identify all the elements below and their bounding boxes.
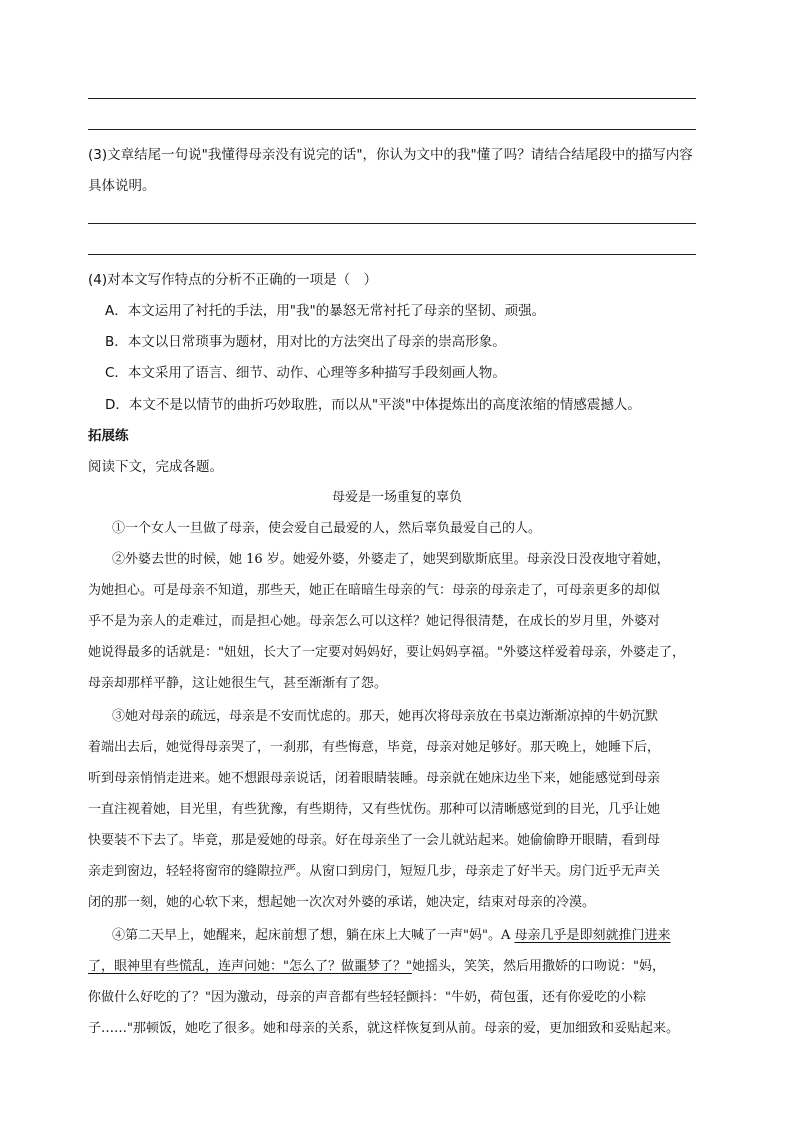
paragraph-3-line: 着端出去后，她觉得母亲哭了，一刹那，有些悔意，毕竟，母亲对她足够好。那天晚上，她睡下后， [88,740,661,755]
paragraph-4-text: ④第二天早上，她醒来，起床前想了想，躺在床上大喊了一声"妈"。A [112,928,515,943]
paragraph-2-line: 为她担心。可是母亲不知道，那些天，她正在暗暗生母亲的气：母亲的母亲走了，可母亲更多的却似 [88,583,661,598]
paragraph-4-line [88,958,708,976]
answer-line [88,98,696,99]
option-a[interactable]: A．本文运用了衬托的手法，用"我"的暴怒无常衬托了母亲的坚韧、顽强。 [105,303,546,319]
question-3-line-1: (3)文章结尾一句说"我懂得母亲没有说完的话"，你认为文中的我"懂了吗？请结合结尾段中的描写内容 [88,147,693,163]
question-3-line-2: 具体说明。 [88,178,156,194]
answer-line [88,223,696,224]
answer-line [88,254,696,255]
paragraph-3-line: ③她对母亲的疏远，母亲是不安而忧虑的。那天，她再次将母亲放在书桌边渐渐凉掉的牛奶沉默 [112,709,659,724]
section-heading: 拓展练 [88,428,129,444]
underlined-sentence-a: 了，眼神里有些慌乱，连声问她："怎么了？做噩梦了？" [88,959,412,974]
paragraph-4-line: 子……"那顿饭，她吃了很多。她和母亲的关系，就这样恢复到从前。母亲的爱，更加细致和妥贴起来。 [88,1021,679,1036]
question-4-stem: (4)对本文写作特点的分析不正确的一项是（ ） [88,272,378,288]
underlined-sentence-a: 母亲几乎是即刻就推门进来 [514,928,671,943]
paragraph-2-line: 母亲却那样平静，这让她很生气，甚至渐渐有了怨。 [88,676,388,691]
paragraph-2-line: 乎不是为亲人的走难过，而是担心她。母亲怎么可以这样？她记得很清楚，在成长的岁月里，外婆对 [88,614,661,629]
paragraph-3-line: 快要装不下去了。毕竟，那是爱她的母亲。好在母亲坐了一会儿就站起来。她偷偷睁开眼睛，看到母 [88,833,661,848]
paragraph-3-line: 闭的那一刻，她的心软下来，想起她一次次对外婆的承诺，她决定，结束对母亲的冷漠。 [88,895,596,910]
paragraph-3-line: 亲走到窗边，轻轻将窗帘的缝隙拉严。从窗口到房门，短短几步，母亲走了好半天。房门近乎无声关 [88,864,661,879]
paragraph-2-line: 她说得最多的话就是："妞妞，长大了一定要对妈妈好，要让妈妈享福。"外婆这样爱着母亲，外婆走了， [88,645,685,660]
paragraph-3-line: 听到母亲悄悄走进来。她不想跟母亲说话，闭着眼睛装睡。母亲就在她床边坐下来，她能感觉到母亲 [88,771,661,786]
option-b[interactable]: B．本文以日常琐事为题材，用对比的方法突出了母亲的崇高形象。 [105,334,506,350]
paragraph-2-line: ②外婆去世的时候，她 16 岁。她爱外婆，外婆走了，她哭到歇斯底里。母亲没日没夜地守着她， [112,552,670,567]
option-d[interactable]: D．本文不是以情节的曲折巧妙取胜，而以从"平淡"中体提炼出的高度浓缩的情感震撼人。 [105,397,641,413]
paragraph-4-text: 她摇头，笑笑，然后用撒娇的口吻说："妈， [411,959,665,974]
passage-title: 母爱是一场重复的辜负 [331,490,462,505]
paragraph-3-line: 一直注视着她，目光里，有些犹豫，有些期待，又有些忧伤。那种可以清晰感觉到的目光，几乎让她 [88,802,661,817]
paragraph-4-line [112,927,708,945]
answer-line [88,129,696,130]
reading-instruction: 阅读下文，完成各题。 [88,459,223,475]
paragraph-4-line: 你做什么好吃的了？"因为激动，母亲的声音都有些轻轻颤抖："牛奶，荷包蛋，还有你爱吃的小粽 [88,990,646,1005]
option-c[interactable]: C．本文采用了语言、细节、动作、心理等多种描写手段刻画人物。 [105,365,506,381]
paragraph-1: ①一个女人一旦做了母亲，使会爱自己最爱的人，然后辜负最爱自己的人。 [112,521,542,536]
